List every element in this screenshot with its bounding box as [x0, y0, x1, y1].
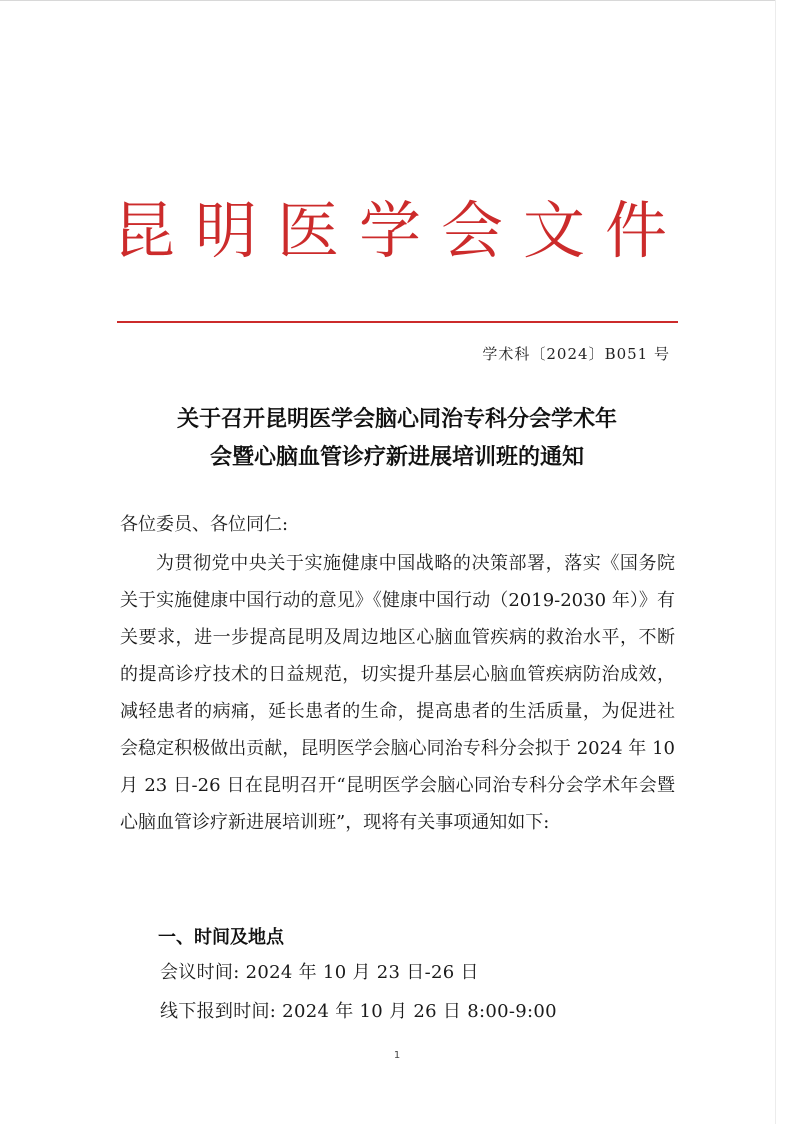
red-divider-line: [117, 321, 678, 323]
notice-title-line-1: 关于召开昆明医学会脑心同治专科分会学术年: [176, 406, 617, 432]
meeting-time: 会议时间: 2024 年 10 月 23 日-26 日: [160, 962, 479, 983]
notice-body: [120, 545, 675, 841]
page-right-edge: [775, 0, 776, 1124]
page-number: 1: [393, 1050, 401, 1061]
document-header-title: 昆明医学会文件: [112, 194, 687, 267]
document-number: 学术科〔2024〕B051 号: [482, 345, 670, 363]
body-paragraph: 为贯彻党中央关于实施健康中国战略的决策部署，落实《国务院关于实施健康中国行动的意见》《健康中国行动（2019-2030 年）》有关要求，进一步提高昆明及周边地区心脑血管疾病的救治水平，不断的提高诊疗技术的日益规范，切实提升基层心脑血管疾病防治成效，减轻患者的病痛，延长患者的生命，提高患者的生活质量，为促进社会稳定积极做出贡献，昆明医学会脑心同治专科分会拟于 2024 年 10 月 23 日-26 日在昆明召开“昆明医学会脑心同治专科分会学术年会暨心脑血管诊疗新进展培训班”，现将有关事项通知如下:: [120, 553, 675, 833]
page-top-edge: [0, 0, 776, 7]
section-heading-time-location: 一、时间及地点: [158, 927, 284, 948]
salutation: 各位委员、各位同仁:: [120, 514, 289, 535]
notice-title: [100, 400, 694, 476]
checkin-time: 线下报到时间: 2024 年 10 月 26 日 8:00-9:00: [160, 1001, 557, 1022]
notice-title-line-2: 会暨心脑血管诊疗新进展培训班的通知: [209, 444, 584, 470]
